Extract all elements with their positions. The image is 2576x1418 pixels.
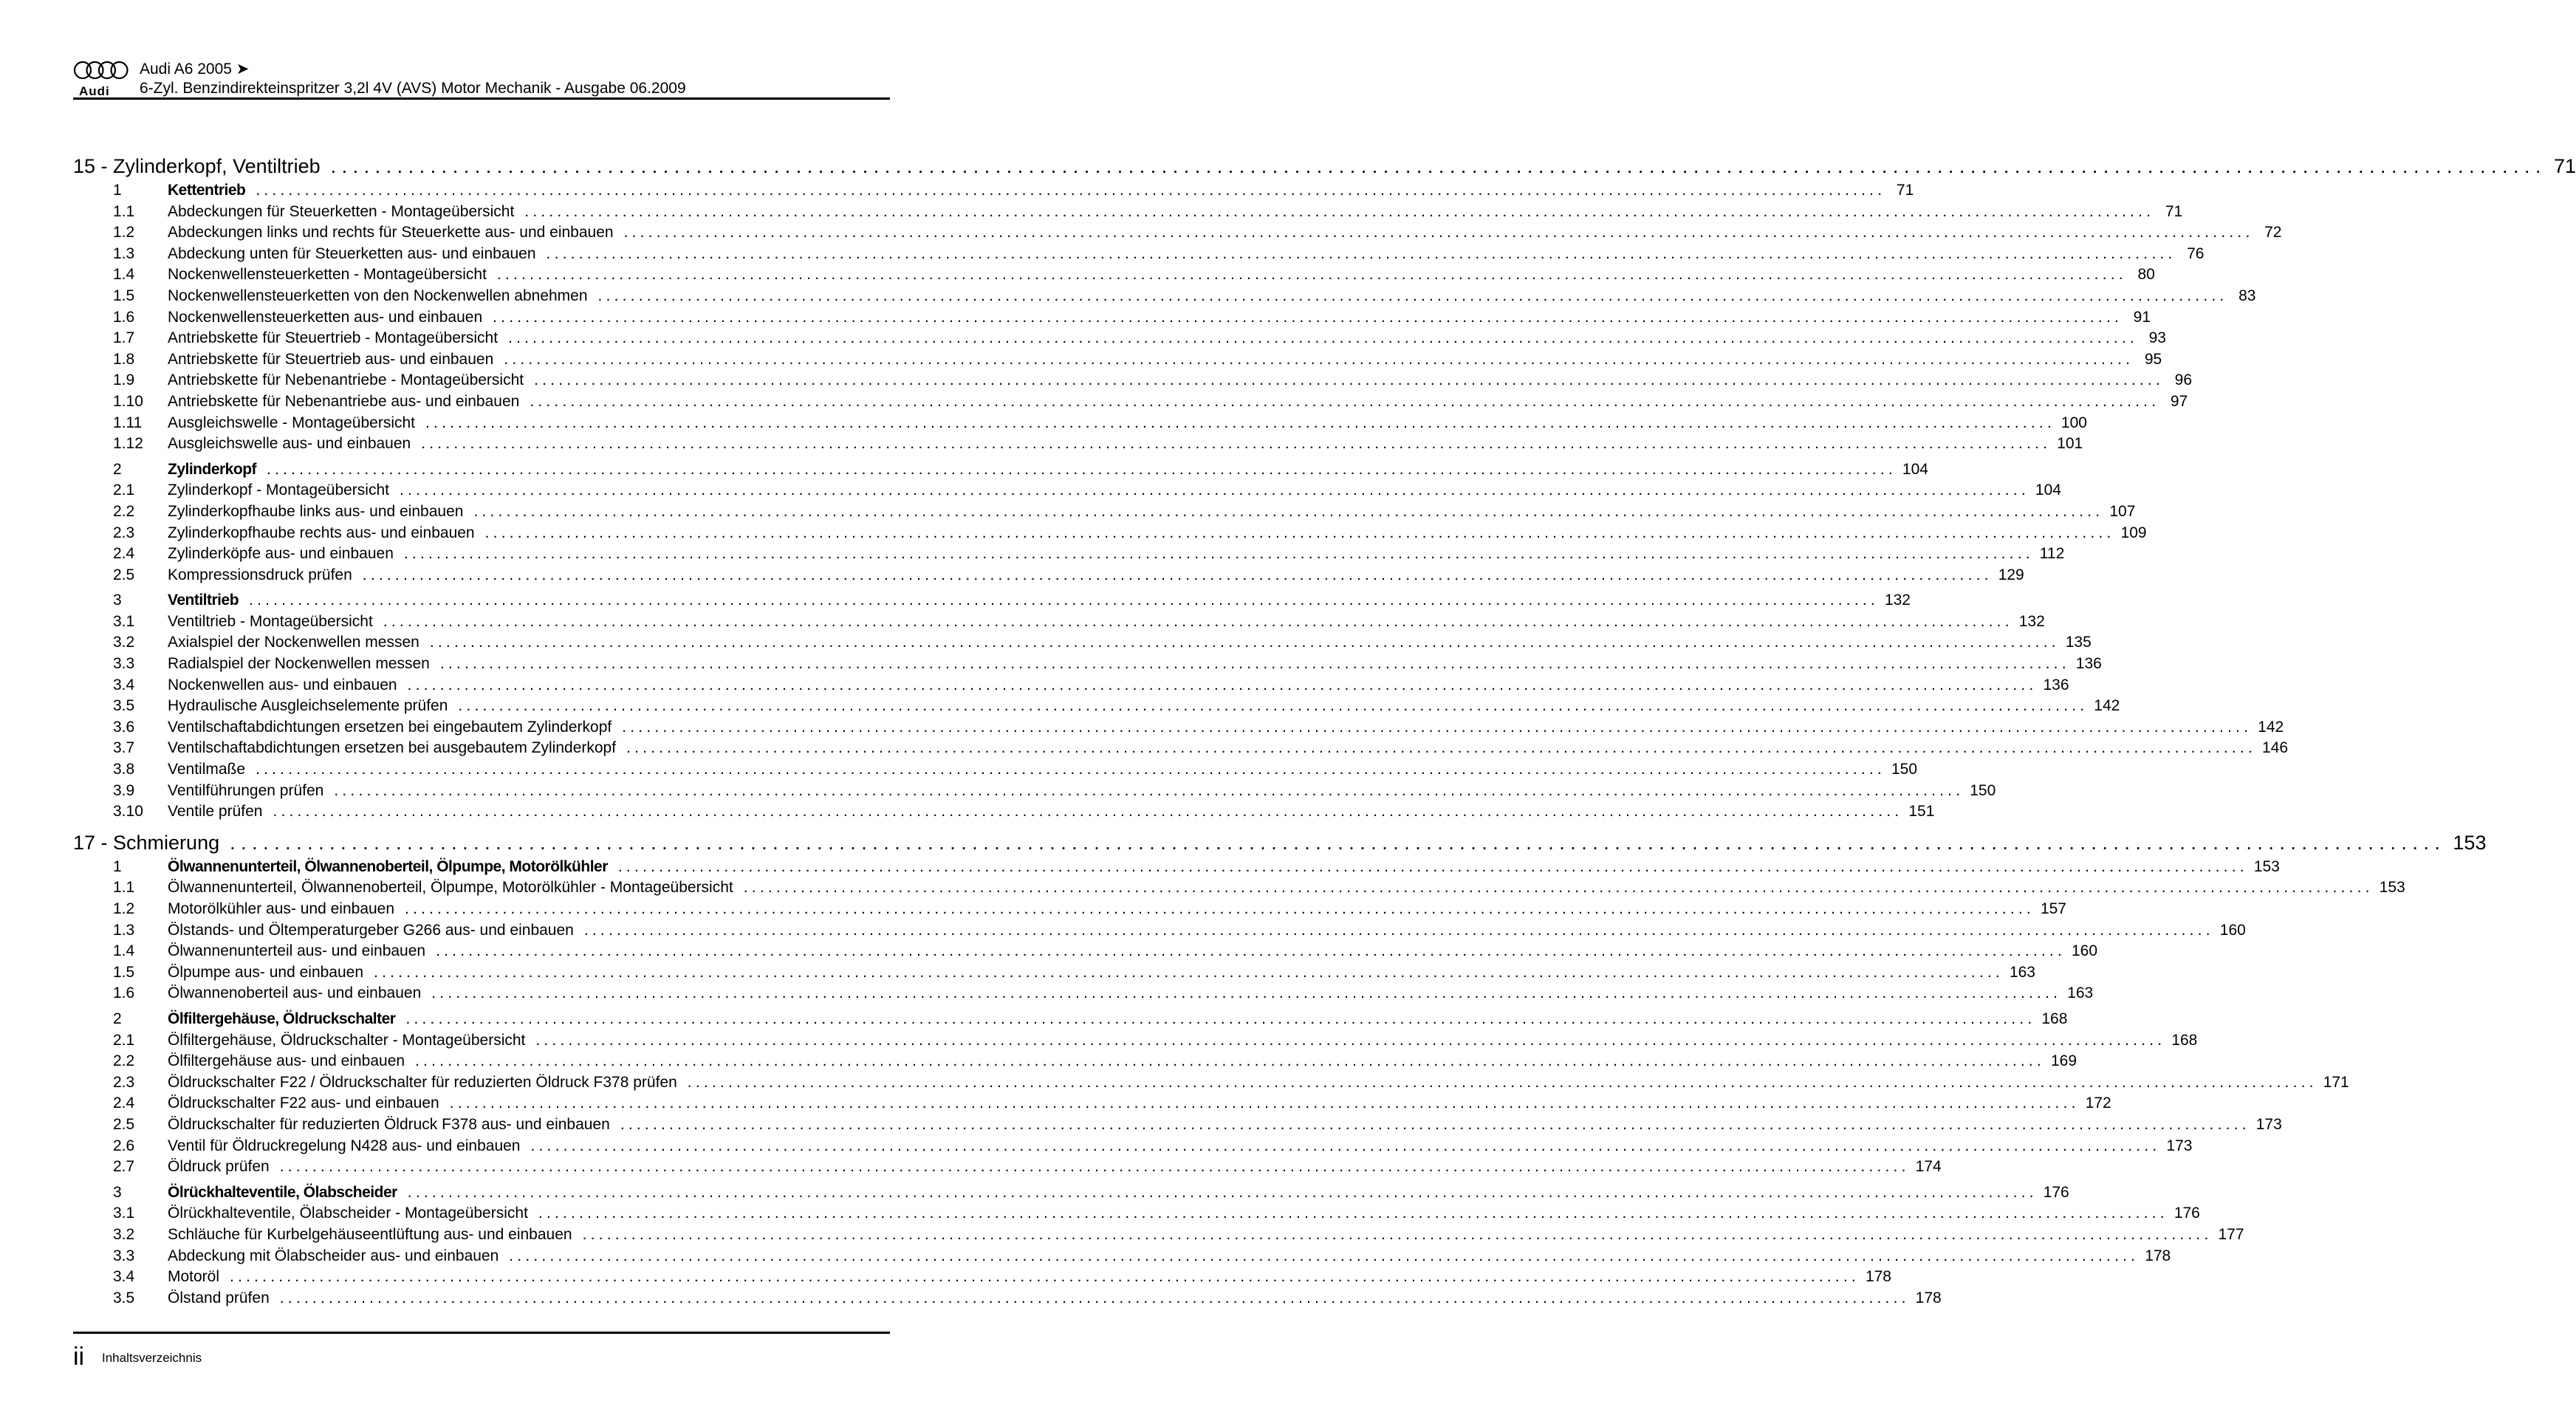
toc-entry[interactable] [73,781,1996,804]
entry-page: 174 [1915,1158,1942,1176]
toc-entry[interactable] [73,655,2102,677]
dot-leader: ........................................................................................................................................................................................................ [249,592,1879,609]
dot-leader: ........................................................................................................................................................................................................ [524,202,2155,220]
dot-leader: ........................................................................................................................................................................................................ [546,244,2176,262]
dot-leader: ........................................................................................................................................................................................................ [496,266,2127,284]
entry-number: 3.3 [113,1247,135,1264]
entry-title: Axialspiel der Nockenwellen messen [168,634,419,651]
entry-page: 176 [2174,1205,2200,1222]
entry-title: Ölrückhalteventile, Ölabscheider [168,1183,397,1201]
dot-leader: ........................................................................................................................................................................................................ [256,761,1885,778]
entry-page: 95 [2144,350,2162,368]
entry-title: Zylinderkopf [168,460,257,478]
toc-entry[interactable] [73,414,2087,436]
entry-number: 2.1 [113,1031,135,1049]
dot-leader: ........................................................................................................................................................................................................ [538,1205,2168,1222]
toc-entry[interactable] [73,1031,2198,1053]
toc-entry[interactable] [73,545,2065,566]
chapter-heading[interactable] [73,155,2576,182]
entry-title: Nockenwellensteuerketten aus- und einbauen [168,308,483,326]
page-header [73,59,890,100]
entry-title: Ventiltrieb [168,592,239,609]
entry-page: 109 [2120,524,2147,541]
dot-leader: ........................................................................................................................................................................................................ [530,392,2160,410]
table-of-contents [73,155,2576,1310]
toc-entry[interactable] [73,942,2098,964]
dot-leader: ........................................................................................................................................................................................................ [458,697,2089,715]
dot-leader: ........................................................................................................................................................................................................ [509,1247,2140,1264]
entry-title: Ventiltrieb - Montageübersicht [168,612,373,630]
entry-title: Abdeckung unten für Steuerketten aus- und einbauen [168,244,536,262]
dot-leader: ........................................................................................................................................................................................................ [230,831,2446,854]
toc-entry[interactable] [73,1158,1942,1179]
toc-entry[interactable] [73,392,2188,414]
entry-page: 153 [2253,857,2280,875]
entry-number: 1.12 [113,435,143,453]
entry-number: 2.6 [113,1137,135,1154]
dot-leader: ........................................................................................................................................................................................................ [334,781,1964,799]
entry-title: Motoröl [168,1268,220,1286]
entry-page: 150 [1970,781,1996,799]
entry-number: 1.5 [113,963,135,981]
toc-entry[interactable] [73,634,2092,655]
dot-leader: ........................................................................................................................................................................................................ [439,655,2070,673]
entry-page: 129 [1998,566,2024,583]
entry-number: 3.3 [113,655,135,673]
chapter-title: 15 - Zylinderkopf, Ventiltrieb [73,155,321,177]
dot-leader: ........................................................................................................................................................................................................ [583,921,2214,939]
entry-number: 3.8 [113,761,135,778]
entry-number: 1.5 [113,287,135,304]
toc-entry[interactable] [73,1205,2200,1226]
entry-title: Ventilschaftabdichtungen ersetzen bei ausgebautem Zylinderkopf [168,739,617,757]
toc-entry[interactable] [73,676,2069,698]
entry-title: Ölwannenunterteil aus- und einbauen [168,942,426,960]
toc-entry[interactable] [73,900,2066,922]
toc-entry[interactable] [73,566,2024,588]
entry-title: Ölfiltergehäuse, Öldruckschalter [168,1010,396,1027]
entry-number: 3.5 [113,697,135,715]
dot-leader: ........................................................................................................................................................................................................ [429,634,2060,651]
entry-title: Ventilschaftabdichtungen ersetzen bei eingebautem Zylinderkopf [168,718,612,736]
entry-page: 142 [2094,697,2120,715]
entry-page: 177 [2218,1225,2244,1243]
dot-leader: ........................................................................................................................................................................................................ [399,482,2029,499]
entry-title: Kompressionsdruck prüfen [168,566,352,583]
entry-title: Abdeckungen links und rechts für Steuerkette aus- und einbauen [168,224,614,242]
entry-title: Öldruckschalter für reduzierten Öldruck F378 aus- und einbauen [168,1115,610,1133]
toc-entry[interactable] [73,202,2183,225]
entry-title: Antriebskette für Steuertrieb - Montageübersicht [168,329,499,347]
entry-title: Antriebskette für Steuertrieb aus- und einbauen [168,350,494,368]
entry-title: Ölstand prüfen [168,1289,270,1306]
entry-page: 168 [2041,1010,2068,1027]
entry-number: 1.10 [113,392,143,410]
entry-title: Ölpumpe aus- und einbauen [168,963,364,981]
entry-number: 1.1 [113,879,135,897]
entry-title: Ventilmaße [168,761,246,778]
entry-page: 93 [2148,329,2166,347]
page-number: ii [73,1343,85,1371]
entry-page: 136 [2043,676,2069,693]
entry-page: 178 [1915,1289,1942,1306]
entry-number: 2.5 [113,566,135,583]
entry-number: 2.3 [113,524,135,541]
entry-number: 1.1 [113,202,135,220]
dot-leader: ........................................................................................................................................................................................................ [535,1031,2166,1049]
entry-title: Ausgleichswelle aus- und einbauen [168,435,411,453]
dot-leader: ........................................................................................................................................................................................................ [383,612,2013,630]
toc-entry[interactable] [73,1052,2077,1074]
entry-page: 169 [2050,1052,2077,1070]
entry-page: 151 [1908,803,1935,821]
entry-title: Ölfiltergehäuse aus- und einbauen [168,1052,405,1070]
entry-page: 135 [2065,634,2092,651]
entry-number: 2.1 [113,482,135,499]
entry-title: Kettentrieb [168,182,246,199]
entry-number: 1.7 [113,329,135,347]
toc-entry[interactable] [73,482,2061,503]
entry-title: Ausgleichswelle - Montageübersicht [168,414,416,431]
dot-leader: ........................................................................................................................................................................................................ [504,350,2134,368]
dot-leader: ........................................................................................................................................................................................................ [330,155,2546,177]
entry-number: 1.11 [113,414,143,431]
entry-title: Ölstands- und Öltemperaturgeber G266 aus- und einbauen [168,921,574,939]
dot-leader: ........................................................................................................................................................................................................ [230,1268,1860,1286]
entry-number: 2.2 [113,502,135,520]
toc-entry[interactable] [73,350,2162,372]
dot-leader: ........................................................................................................................................................................................................ [431,984,2062,1002]
dot-leader: ........................................................................................................................................................................................................ [405,900,2035,917]
toc-entry[interactable] [73,697,2120,719]
entry-number: 3 [113,1183,122,1201]
entry-title: Öldruckschalter F22 / Öldruckschalter für reduzierten Öldruck F378 prüfen [168,1073,677,1091]
dot-leader: ........................................................................................................................................................................................................ [407,1183,2038,1201]
dot-leader: ........................................................................................................................................................................................................ [362,566,1993,583]
entry-number: 1 [113,182,122,199]
entry-title: Antriebskette für Nebenantriebe - Montageübersicht [168,371,524,389]
entry-number: 1.3 [113,921,135,939]
entry-number: 3.10 [113,803,143,821]
entry-title: Ölrückhalteventile, Ölabscheider - Montageübersicht [168,1205,528,1222]
entry-page: 163 [2009,963,2035,981]
toc-entry[interactable] [73,984,2094,1006]
entry-page: 171 [2323,1073,2349,1091]
entry-page: 132 [1884,592,1911,609]
chapter-page: 71 [2553,155,2576,177]
entry-page: 100 [2061,414,2087,431]
dot-leader: ........................................................................................................................................................................................................ [493,308,2123,326]
dot-leader: ........................................................................................................................................................................................................ [256,182,1886,199]
entry-number: 1.6 [113,984,135,1002]
entry-number: 2 [113,1010,122,1027]
entry-title: Motorölkühler aus- und einbauen [168,900,395,917]
toc-entry[interactable] [73,1183,2069,1205]
dot-leader: ........................................................................................................................................................................................................ [403,545,2034,563]
entry-title: Ventil für Öldruckregelung N428 aus- und einbauen [168,1137,521,1154]
toc-entry[interactable] [73,921,2246,943]
toc-entry[interactable] [73,1115,2282,1137]
entry-page: 112 [2039,545,2065,563]
audi-rings-logo [73,61,129,80]
toc-entry[interactable] [73,612,2045,634]
entry-number: 3.6 [113,718,135,736]
entry-title: Ölwannenoberteil aus- und einbauen [168,984,422,1002]
toc-entry[interactable] [73,435,2083,456]
toc-entry[interactable] [73,266,2155,287]
entry-number: 2.3 [113,1073,135,1091]
manual-subtitle: 6-Zyl. Benzindirekteinspritzer 3,2l 4V (AVS) Motor Mechanik - Ausgabe 06.2009 [140,80,686,97]
entry-title: Zylinderkopfhaube rechts aus- und einbauen [168,524,475,541]
dot-leader: ........................................................................................................................................................................................................ [279,1289,1910,1306]
entry-page: 150 [1891,761,1918,778]
dot-leader: ........................................................................................................................................................................................................ [473,502,2104,520]
entry-number: 1 [113,857,122,875]
entry-number: 2 [113,460,122,478]
entry-title: Antriebskette für Nebenantriebe aus- und einbauen [168,392,520,410]
chapter-title: 17 - Schmierung [73,831,220,854]
entry-number: 3.4 [113,676,135,693]
entry-number: 3.2 [113,634,135,651]
entry-page: 80 [2137,266,2155,284]
entry-title: Abdeckung mit Ölabscheider aus- und einbauen [168,1247,499,1264]
entry-page: 146 [2261,739,2289,757]
entry-page: 83 [2238,287,2256,304]
entry-page: 96 [2174,371,2193,389]
dot-leader: ........................................................................................................................................................................................................ [597,287,2228,304]
entry-page: 142 [2258,718,2284,736]
dot-leader: ........................................................................................................................................................................................................ [484,524,2115,541]
entry-page: 97 [2170,392,2188,410]
entry-title: Öldruckschalter F22 aus- und einbauen [168,1095,439,1112]
dot-leader: ........................................................................................................................................................................................................ [415,1052,2045,1070]
entry-page: 173 [2255,1115,2282,1133]
toc-entry[interactable] [73,502,2136,524]
dot-leader: ........................................................................................................................................................................................................ [582,1225,2213,1243]
entry-title: Radialspiel der Nockenwellen messen [168,655,430,673]
dot-leader: ........................................................................................................................................................................................................ [534,371,2165,389]
entry-number: 3.1 [113,612,135,630]
entry-page: 91 [2133,308,2151,326]
toc-entry[interactable] [73,1289,1942,1311]
entry-title: Abdeckungen für Steuerketten - Montageübersicht [168,202,515,220]
dot-leader: ........................................................................................................................................................................................................ [620,1115,2250,1133]
toc-entry[interactable] [73,761,1918,782]
dot-leader: ........................................................................................................................................................................................................ [279,1158,1910,1176]
footer-divider [73,1332,890,1334]
toc-entry[interactable] [73,879,2405,900]
audi-wordmark: Audi [79,84,110,98]
entry-page: 136 [2075,655,2102,673]
entry-title: Ölwannenunterteil, Ölwannenoberteil, Ölpumpe, Motorölkühler [168,857,608,875]
entry-number: 1.4 [113,266,135,284]
dot-leader: ........................................................................................................................................................................................................ [622,718,2253,736]
entry-page: 178 [1865,1268,1891,1286]
entry-page: 107 [2109,502,2136,520]
entry-number: 2.2 [113,1052,135,1070]
entry-number: 3.7 [113,739,135,757]
entry-title: Ölwannenunterteil, Ölwannenoberteil, Ölpumpe, Motorölkühler - Montageübersicht [168,879,733,897]
entry-page: 172 [2085,1095,2111,1112]
entry-number: 3.5 [113,1289,135,1306]
entry-number: 2.4 [113,545,135,563]
dot-leader: ........................................................................................................................................................................................................ [617,857,2248,875]
entry-page: 176 [2043,1183,2069,1201]
dot-leader: ........................................................................................................................................................................................................ [530,1137,2161,1154]
entry-page: 71 [2165,202,2183,220]
toc-entry[interactable] [73,329,2166,351]
entry-page: 104 [1902,460,1928,478]
entry-page: 173 [2166,1137,2193,1154]
entry-title: Zylinderköpfe aus- und einbauen [168,545,394,563]
dot-leader: ........................................................................................................................................................................................................ [623,224,2254,242]
entry-page: 178 [2145,1247,2171,1264]
toc-entry[interactable] [73,460,1928,482]
dot-leader: ........................................................................................................................................................................................................ [405,1010,2036,1027]
entry-title: Nockenwellensteuerketten - Montageübersicht [168,266,487,284]
entry-page: 160 [2072,942,2098,960]
dot-leader: ........................................................................................................................................................................................................ [267,460,1897,478]
entry-title: Ventile prüfen [168,803,263,821]
dot-leader: ........................................................................................................................................................................................................ [626,739,2256,757]
entry-number: 3.1 [113,1205,135,1222]
toc-entry[interactable] [73,1247,2171,1269]
entry-number: 1.4 [113,942,135,960]
entry-page: 71 [1896,182,1914,199]
chapter-heading[interactable] [73,831,2487,858]
entry-title: Öldruck prüfen [168,1158,270,1176]
dot-leader: ........................................................................................................................................................................................................ [421,435,2052,453]
dot-leader: ........................................................................................................................................................................................................ [425,414,2055,431]
footer-label: Inhaltsverzeichnis [102,1351,202,1365]
entry-page: 160 [2219,921,2246,939]
entry-number: 3.2 [113,1225,135,1243]
toc-entry[interactable] [73,287,2256,309]
dot-leader: ........................................................................................................................................................................................................ [436,942,2066,960]
entry-page: 72 [2264,224,2282,242]
entry-number: 3 [113,592,122,609]
entry-number: 2.5 [113,1115,135,1133]
entry-title: Zylinderkopfhaube links aus- und einbauen [168,502,464,520]
toc-entry[interactable] [73,244,2205,267]
toc-entry[interactable] [73,592,1911,613]
toc-entry[interactable] [73,1268,1891,1289]
entry-page: 157 [2040,900,2066,917]
dot-leader: ........................................................................................................................................................................................................ [449,1095,2080,1112]
entry-page: 153 [2379,879,2405,897]
dot-leader: ........................................................................................................................................................................................................ [508,329,2138,347]
entry-number: 2.7 [113,1158,135,1176]
entry-page: 104 [2035,482,2061,499]
toc-entry[interactable] [73,524,2147,546]
toc-entry[interactable] [73,224,2282,245]
entry-page: 132 [2018,612,2045,630]
toc-entry[interactable] [73,803,1935,824]
entry-title: Ölfiltergehäuse, Öldruckschalter - Montageübersicht [168,1031,526,1049]
dot-leader: ........................................................................................................................................................................................................ [687,1073,2318,1091]
model-title: Audi A6 2005 ➤ [140,61,250,78]
dot-leader: ........................................................................................................................................................................................................ [743,879,2374,897]
entry-number: 1.2 [113,224,135,242]
dot-leader: ........................................................................................................................................................................................................ [374,963,2004,981]
entry-number: 1.3 [113,244,135,262]
entry-number: 3.4 [113,1268,135,1286]
dot-leader: ........................................................................................................................................................................................................ [273,803,1903,821]
toc-entry[interactable] [73,857,2280,880]
toc-entry[interactable] [73,1010,2068,1032]
toc-entry[interactable] [73,1095,2111,1116]
entry-number: 3.9 [113,781,135,799]
chapter-page: 153 [2453,831,2487,854]
toc-entry[interactable] [73,963,2035,985]
entry-number: 2.4 [113,1095,135,1112]
toc-entry[interactable] [73,718,2284,740]
entry-page: 163 [2067,984,2094,1002]
toc-entry[interactable] [73,371,2193,393]
entry-page: 101 [2057,435,2083,453]
toc-entry[interactable] [73,1225,2244,1247]
toc-entry[interactable] [73,1073,2349,1095]
entry-title: Zylinderkopf - Montageübersicht [168,482,389,499]
entry-title: Schläuche für Kurbelgehäuseentlüftung aus- und einbauen [168,1225,572,1243]
toc-entry[interactable] [73,308,2151,330]
entry-title: Ventilführungen prüfen [168,781,324,799]
entry-title: Hydraulische Ausgleichselemente prüfen [168,697,448,715]
entry-number: 1.2 [113,900,135,917]
entry-number: 1.8 [113,350,135,368]
entry-title: Nockenwellensteuerketten von den Nockenwellen abnehmen [168,287,588,304]
entry-page: 168 [2171,1031,2198,1049]
toc-entry[interactable] [73,1137,2193,1159]
entry-title: Nockenwellen aus- und einbauen [168,676,397,693]
entry-number: 1.9 [113,371,135,389]
dot-leader: ........................................................................................................................................................................................................ [407,676,2038,693]
toc-entry[interactable] [73,739,2289,761]
entry-page: 76 [2187,244,2205,262]
entry-number: 1.6 [113,308,135,326]
toc-entry[interactable] [73,182,1914,203]
